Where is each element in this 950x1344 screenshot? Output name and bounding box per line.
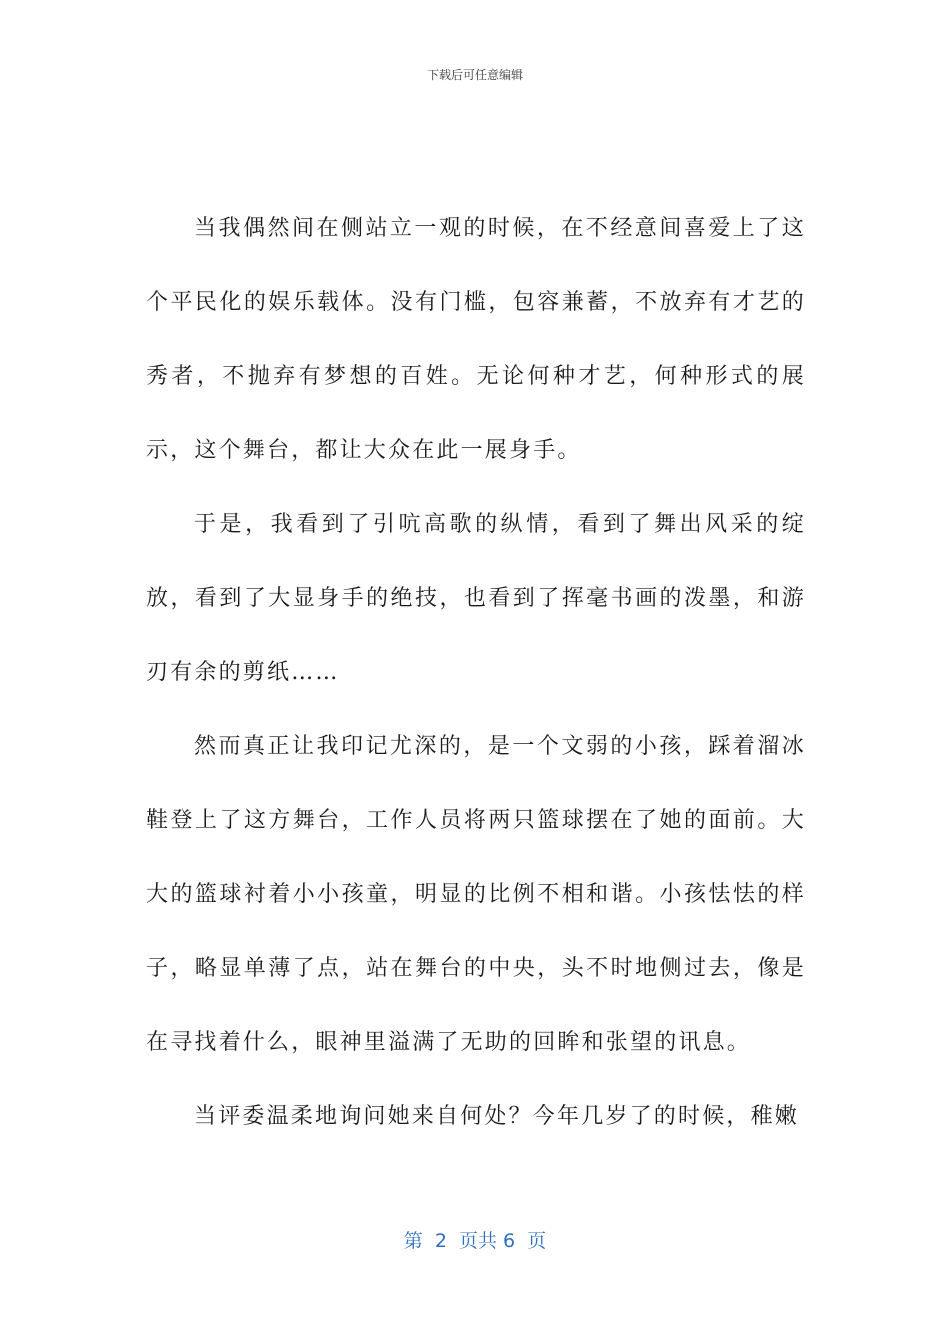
paragraph-4: 当评委温柔地询问她来自何处？今年几岁了的时候，稚嫩 [194,1104,800,1129]
page-number: 第 2 页共 6 页 [403,1230,547,1252]
paragraph-1: 当我偶然间在侧站立一观的时候，在不经意间喜爱上了这个平民化的娱乐载体。没有门槛，包容兼蓄，不放弃有才艺的秀者，不抛弃有梦想的百姓。无论何种才艺，何种形式的展示，这个舞台，都让大众在此一展身手。 [146,216,806,463]
paragraph-3: 然而真正让我印记尤深的，是一个文弱的小孩，踩着溜冰鞋登上了这方舞台，工作人员将两只篮球摆在了她的面前。大大的篮球衬着小小孩童，明显的比例不相和谐。小孩怯怯的样子，略显单薄了点，站在舞台的中央，头不时地侧过去，像是在寻找着什么，眼神里溢满了无助的回眸和张望的讯息。 [146,734,806,1055]
paragraph-2: 于是，我看到了引吭高歌的纵情，看到了舞出风采的绽放，看到了大显身手的绝技，也看到了挥毫书画的泼墨，和游刃有余的剪纸…… [146,512,806,685]
page-header-note: 下载后可任意编辑 [426,68,523,82]
document-body [146,192,806,1154]
